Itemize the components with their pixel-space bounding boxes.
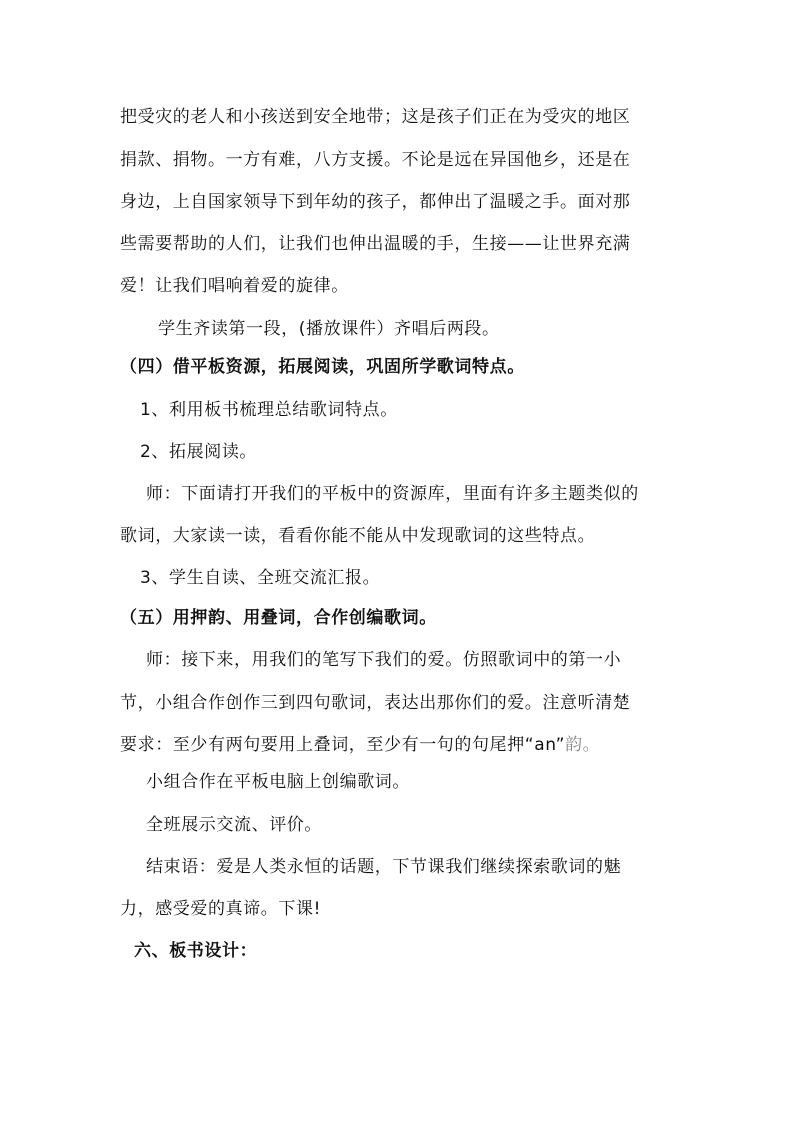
list-item: 2、拓展阅读。: [140, 442, 258, 462]
paragraph-line: 把受灾的老人和小孩送到安全地带；这是孩子们正在为受灾的地区: [120, 107, 631, 127]
paragraph-line: [120, 735, 600, 755]
section-heading-5: （五）用押韵、用叠词，合作创编歌词。: [120, 608, 437, 628]
paragraph-line: 全班展示交流、评价。: [146, 815, 322, 835]
paragraph-line: 师：下面请打开我们的平板中的资源库，里面有许多主题类似的: [146, 484, 639, 504]
paragraph-line: 师：接下来，用我们的笔写下我们的爱。仿照歌词中的第一小: [146, 650, 622, 670]
section-heading-6: 六、板书设计：: [134, 941, 258, 961]
paragraph-text: 要求：至少有两句要用上叠词，至少有一句的句尾押“an”: [120, 735, 566, 755]
paragraph-line: 力，感受爱的真谛。下课!: [120, 899, 322, 919]
paragraph-line: 节，小组合作创作三到四句歌词，表达出那你们的爱。注意听清楚: [120, 693, 631, 713]
paragraph-line: 身边，上自国家领导下到年幼的孩子，都伸出了温暖之手。面对那: [120, 192, 631, 212]
list-item: 1、利用板书梳理总结歌词特点。: [140, 400, 398, 420]
section-heading-4: （四）借平板资源，拓展阅读，巩固所学歌词特点。: [120, 357, 525, 377]
paragraph-line: 结束语：爱是人类永恒的话题，下节课我们继续探索歌词的魅: [146, 857, 622, 877]
paragraph-line: 学生齐读第一段，(播放课件）齐唱后两段。: [158, 319, 500, 339]
list-item: 3、学生自读、全班交流汇报。: [140, 568, 381, 588]
paragraph-line: 歌词，大家读一读，看看你能不能从中发现歌词的这些特点。: [120, 526, 596, 546]
paragraph-line: 些需要帮助的人们，让我们也伸出温暖的手，生接——让世界充满: [120, 234, 631, 254]
paragraph-line: 捐款、捐物。一方有难，八方支援。不论是远在异国他乡，还是在: [120, 150, 631, 170]
paragraph-line: 爱！让我们唱响着爱的旋律。: [120, 276, 349, 296]
paragraph-line: 小组合作在平板电脑上创编歌词。: [146, 772, 410, 792]
paragraph-text-grey: 韵。: [565, 735, 601, 755]
